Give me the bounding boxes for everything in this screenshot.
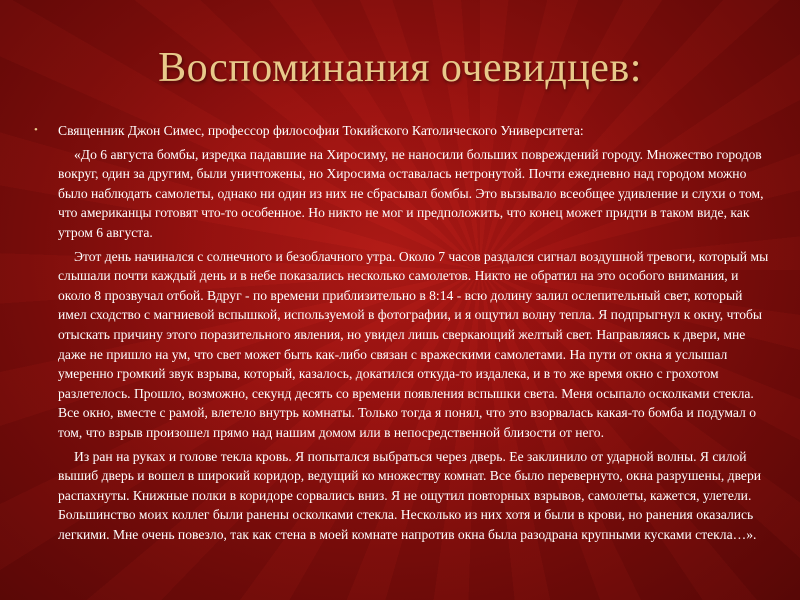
slide-title: Воспоминания очевидцев: — [158, 45, 642, 91]
intro-text: Священник Джон Симес, профессор философии Токийского Католического Университета: — [58, 123, 584, 138]
bullet-item — [34, 121, 772, 141]
paragraph-3: Из ран на руках и голове текла кровь. Я попытался выбраться через дверь. Ее заклинило от ударной волны. Я силой вышиб дверь и вошел в широкий коридор, ведущий ко множеству комнат. Все было перевернуто, окна разрушены, двери распахнуты. Книжные полки в коридоре сорвались вниз. Я не ощутил повторных взрывов, самолеты, кажется, улетели. Большинство моих коллег были ранены осколками стекла. Несколько из них хотя и были в крови, но ранения оказались легкими. Мне очень повезло, так как стена в моей комнате напротив окна была разодрана крупными кусками стекла…». — [58, 448, 762, 542]
bullet-icon: • — [34, 124, 38, 136]
paragraph-2: Этот день начинался с солнечного и безоблачного утра. Около 7 часов раздался сигнал воздушной тревоги, который мы слышали почти каждый день и в небе показались несколько самолетов. Никто не обратил на это особого внимания, и около 8 прозвучал отбой. Вдруг - по времени приблизительно в 8:14 - всю долину залил ослепительный свет, который имел сходство с магниевой вспышкой, используемой в фотографии, и я ощутил волну тепла. Я подпрыгнул к окну, чтобы отыскать причину этого поразительного явления, но увидел лишь сверкающий желтый свет. Направляясь к двери, мне даже не пришло на ум, что свет может быть как-либо связан с вражескими самолетами. На пути от окна я услышал умеренно громкий звук взрыва, который, казалось, докатился откуда-то издалека, и в то же время окно с грохотом разлетелось. Прошло, возможно, секунд десять со времени появления вспышки света. Меня осыпало осколками стекла. Все окно, вместе с рамой, влетело внутрь комнаты. Только тогда я понял, что это взорвалась какая-то бомба и подумал о том, что взрыв произошел прямо над нашим домом или в непосредственной близости от него. — [58, 248, 769, 440]
slide-content — [34, 121, 772, 544]
paragraph-1: «До 6 августа бомбы, изредка падавшие на Хиросиму, не наносили больших повреждений городу. Множество городов вокруг, один за другим, были уничтожены, но Хиросима оставалась нетронутой. Почти ежедневно над городом можно было наблюдать самолеты, однако ни один из них не сбрасывал бомбы. Это вызывало всеобщее удивление и слухи о том, что американцы готовят что-то особенное. Но никто не мог и предположить, что конец может придти в таком виде, как утром 6 августа. — [58, 146, 764, 240]
